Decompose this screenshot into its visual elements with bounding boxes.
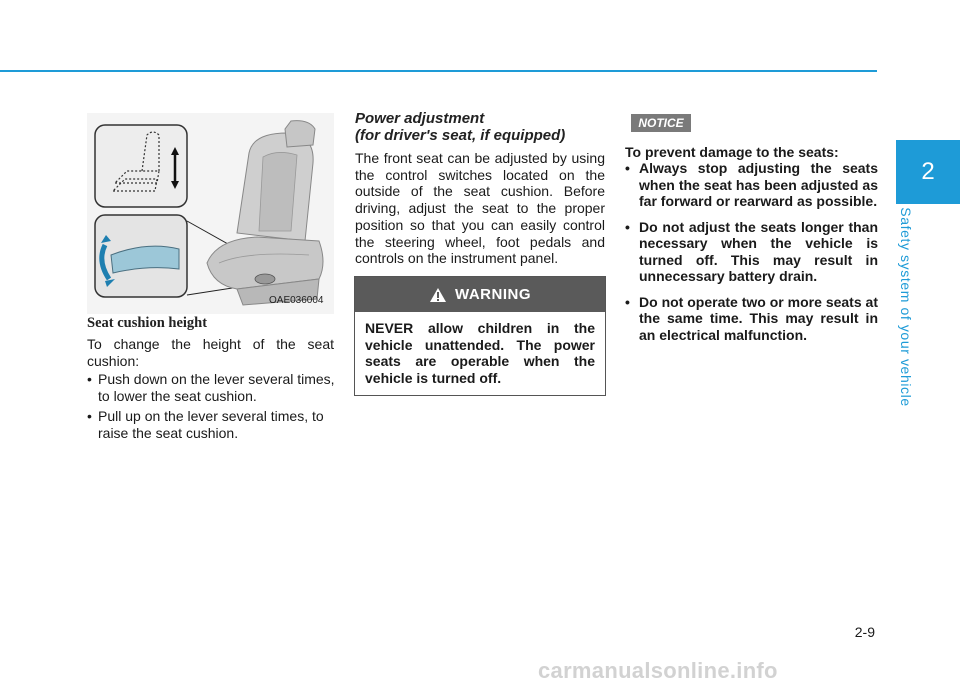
power-adjustment-body: The front seat can be adjusted by using the control switches located on the outside of the seat cushion. Before driving, adjust the seat to the proper position so that you can easily control the steering wheel, foot pedals and controls on the instrument panel.	[355, 150, 605, 267]
seat-cushion-intro: To change the height of the seat cushion:	[87, 336, 334, 369]
notice-bullet: • Always stop adjusting the seats when the seat has been adjusted as far forward or rearward as possible.	[625, 160, 878, 210]
notice-badge: NOTICE	[631, 114, 691, 132]
warning-label: WARNING	[455, 286, 531, 303]
notice-bullet: • Do not adjust the seats longer than necessary when the vehicle is turned off. This may result in unnecessary battery drain.	[625, 219, 878, 285]
header-rule	[0, 70, 877, 72]
seat-cushion-bullet: • Pull up on the lever several times, to raise the seat cushion.	[87, 408, 345, 441]
warning-header	[355, 277, 605, 312]
chapter-number: 2	[921, 158, 935, 185]
watermark: carmanualsonline.info	[538, 658, 778, 683]
figure-code: OAE036004	[269, 295, 324, 306]
chapter-side-title: Safety system of your vehicle	[898, 207, 914, 407]
seat-illustration	[87, 113, 334, 314]
chapter-tab	[896, 140, 960, 204]
seat-cushion-bullet: • Push down on the lever several times, to lower the seat cushion.	[87, 371, 345, 404]
warning-text: NEVER allow children in the vehicle unattended. The power seats are operable when the vehicle is turned off.	[365, 320, 595, 386]
notice-list	[625, 160, 878, 352]
power-adjustment-heading: Power adjustment (for driver's seat, if equipped)	[355, 110, 566, 144]
notice-bullet: • Do not operate two or more seats at the same time. This may result in an electrical malfunction.	[625, 294, 878, 344]
page-number: 2-9	[854, 624, 875, 640]
warning-triangle-icon	[429, 287, 447, 303]
seat-cushion-heading: Seat cushion height	[87, 315, 208, 331]
seat-drawing-icon	[87, 113, 334, 314]
warning-box	[354, 276, 606, 396]
notice-lead: To prevent damage to the seats:	[625, 144, 839, 160]
